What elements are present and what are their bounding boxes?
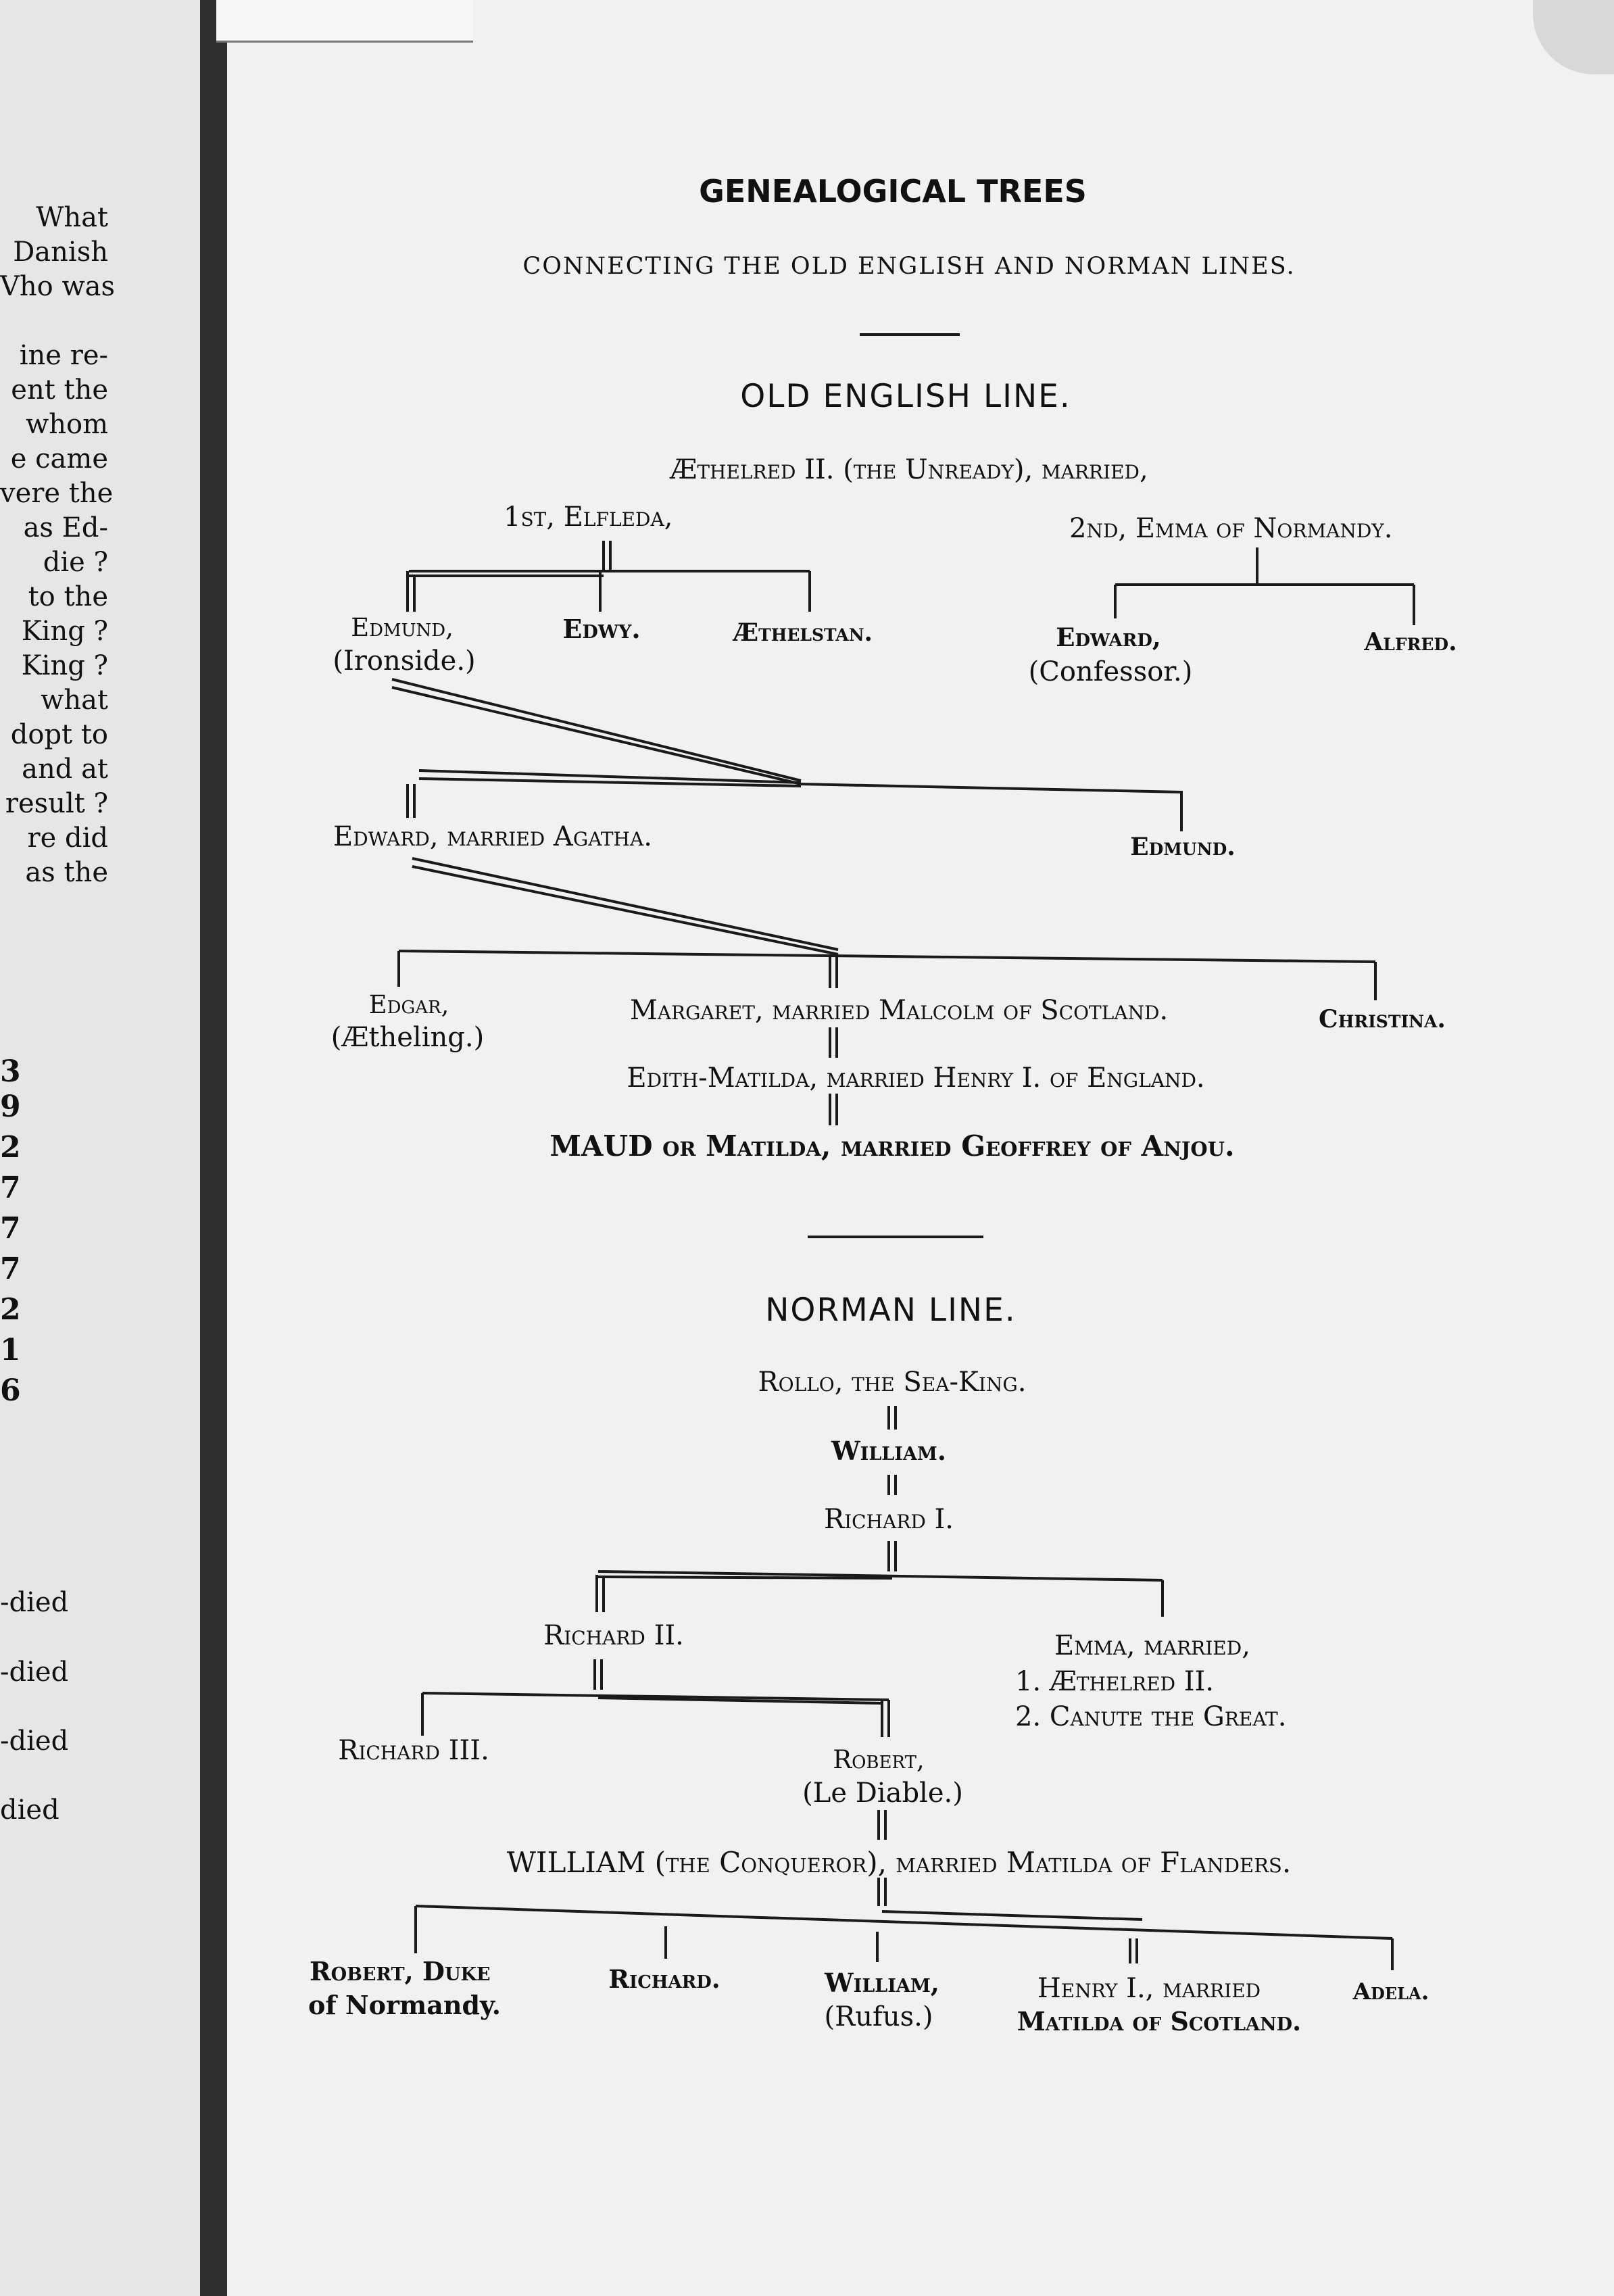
henry-i: Henry I., married [1037, 1973, 1261, 2004]
left-page-line: result ? [5, 788, 108, 819]
maud: MAUD or Matilda, married Geoffrey of Anjou. [549, 1129, 1235, 1163]
edwy: Edwy. [562, 614, 641, 644]
left-page-number: 9 [0, 1090, 21, 1124]
richard-iii: Richard III. [338, 1735, 489, 1766]
left-page-number: 3 [0, 1054, 21, 1089]
wife-elfleda: 1st, Elfleda, [504, 502, 673, 533]
page-subtitle: CONNECTING THE OLD ENGLISH AND NORMAN LINES. [522, 253, 1296, 280]
richard-i: Richard I. [823, 1504, 954, 1535]
left-page-number: 7 [0, 1252, 21, 1286]
left-page-line: King ? [21, 650, 108, 681]
robert-duke: Robert, Duke [310, 1956, 491, 1986]
margaret: Margaret, married Malcolm of Scotland. [629, 995, 1169, 1026]
richard-son: Richard. [608, 1964, 720, 1994]
left-page-line: what [41, 685, 108, 716]
left-page-died: -died [0, 1726, 69, 1757]
left-page-line: to the [28, 581, 108, 612]
emma-of-normandy: Emma, married, [1054, 1630, 1250, 1661]
edmund-epithet: (Ironside.) [333, 645, 476, 677]
robert-le-diable: Robert, [833, 1745, 925, 1774]
rollo: Rollo, the Sea-King. [758, 1367, 1027, 1398]
richard-ii: Richard II. [543, 1620, 684, 1651]
edward-confessor: Edward, [1056, 622, 1161, 652]
wife-emma: 2nd, Emma of Normandy. [1069, 513, 1393, 544]
henry-i-line-2: Matilda of Scotland. [1017, 2006, 1302, 2036]
left-page-line: e came [10, 443, 108, 474]
left-page-number: 2 [0, 1292, 21, 1327]
left-page-line: dopt to [10, 719, 108, 750]
old-english-title: OLD ENGLISH LINE. [740, 378, 1071, 415]
christina: Christina. [1319, 1005, 1446, 1033]
emma-husband-2: 2. Canute the Great. [1015, 1701, 1287, 1732]
left-page-number: 1 [0, 1333, 21, 1367]
william-longsword: William. [831, 1436, 946, 1466]
adela: Adela. [1352, 1978, 1429, 2005]
left-page-number: 7 [0, 1211, 21, 1246]
emma-husband-1: 1. Æthelred II. [1015, 1666, 1215, 1697]
left-page-line: King ? [21, 616, 108, 647]
william-rufus: William, [825, 1968, 939, 1998]
left-page-died: -died [0, 1657, 69, 1688]
left-page-line: re did [27, 823, 108, 854]
robert-epithet: (Le Diable.) [802, 1778, 963, 1809]
edward-confessor-epithet: (Confessor.) [1028, 656, 1193, 687]
rufus-epithet: (Rufus.) [824, 2001, 933, 2032]
left-page-line: ine re- [19, 340, 108, 371]
edgar-epithet: (Ætheling.) [331, 1022, 485, 1053]
william-the-conqueror: WILLIAM (the Conqueror), married Matilda of Flanders. [506, 1846, 1292, 1879]
left-page-number: 2 [0, 1130, 21, 1165]
left-page-line: Vho was [0, 271, 116, 302]
left-page-number: 6 [0, 1373, 21, 1408]
edgar-aetheling: Edgar, [368, 990, 449, 1019]
norman-title: NORMAN LINE. [765, 1292, 1017, 1329]
alfred: Alfred. [1364, 628, 1457, 656]
left-page-line: Danish [13, 237, 108, 268]
robert-duke-line-2: of Normandy. [308, 1990, 501, 2020]
left-page-line: whom [25, 409, 108, 440]
aethelred-ii: Æthelred II. (the Unready), married, [670, 454, 1148, 485]
left-page-number: 7 [0, 1171, 21, 1205]
left-page-line: vere the [0, 478, 114, 509]
left-page-line: and at [22, 754, 108, 785]
page-title: GENEALOGICAL TREES [699, 173, 1087, 210]
edmund-ironside: Edmund, [351, 613, 454, 642]
left-page-line: What [36, 202, 108, 233]
left-page-line: die ? [43, 547, 108, 578]
left-page-line: as the [25, 857, 108, 888]
edith-matilda: Edith-Matilda, married Henry I. of England. [627, 1062, 1205, 1094]
left-page-died: died [0, 1794, 59, 1826]
left-page-line: ent the [11, 374, 108, 406]
edmund-son: Edmund. [1130, 833, 1236, 861]
left-page-died: -died [0, 1587, 69, 1618]
athelstan: Æthelstan. [733, 618, 873, 647]
left-page-line: as Ed- [23, 512, 108, 543]
edward-the-exile: Edward, married Agatha. [333, 821, 652, 852]
